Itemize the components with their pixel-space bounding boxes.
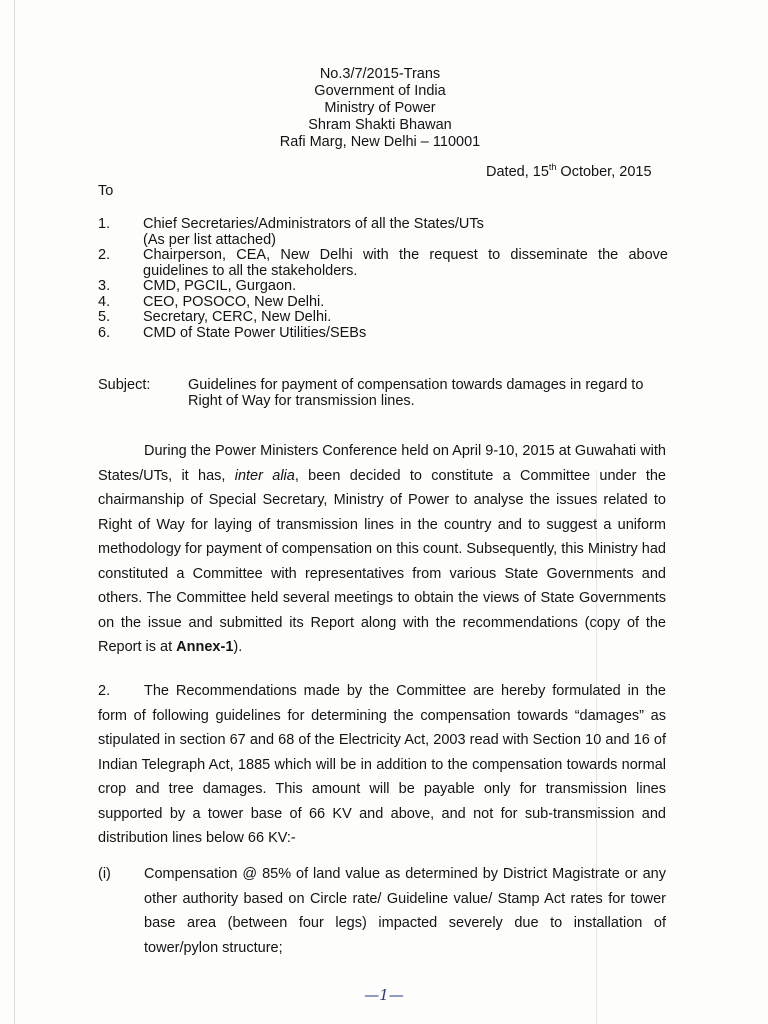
date-prefix: Dated, 15 bbox=[486, 164, 549, 180]
list-item bbox=[98, 310, 668, 326]
page-number: —1— bbox=[364, 986, 404, 1004]
recipient-note: (As per list attached) bbox=[143, 231, 276, 248]
list-item-number: 6. bbox=[98, 324, 111, 341]
list-item-number: 2. bbox=[98, 247, 111, 263]
sub-clause-i bbox=[98, 862, 666, 960]
to-label: To bbox=[98, 183, 114, 199]
list-item-text: Secretary, CERC, New Delhi. bbox=[143, 309, 332, 325]
paragraph-2-text: The Recommendations made by the Committee are hereby formulated in the form of following guidelines for determining the compensation towards “damages” as stipulated in section 67 and 68 of the Electricity Act, 2003 read with Section 10 and 16 of Indian Telegraph Act, 1885 which will be in addition to the compensation towards normal crop and tree damages. This amount will be payable only for transmission lines supported by a tower base of 66 KV and above, and not for sub-transmission and distribution lines below 66 KV:- bbox=[98, 683, 666, 846]
recipient-line: Chief Secretaries/Administrators of all the States/UTs bbox=[143, 216, 484, 232]
list-item-text: Chairperson, CEA, New Delhi with the request to disseminate the above guidelines to all the stakeholders. bbox=[143, 247, 668, 279]
government-name: Government of India bbox=[314, 83, 446, 99]
list-item-number: 3. bbox=[98, 278, 111, 294]
list-item-text: CMD of State Power Utilities/SEBs bbox=[143, 324, 367, 341]
paragraph-1-text-a: During the Power Ministers Conference held on April 9-10, 2015 at Guwahati with States/UTs, it has, bbox=[98, 443, 666, 484]
office-address: Rafi Marg, New Delhi – 110001 bbox=[279, 134, 481, 150]
list-item-text bbox=[143, 217, 668, 248]
list-item bbox=[98, 279, 668, 295]
paragraph-2 bbox=[98, 679, 666, 851]
date-month-year: October, 2015 bbox=[556, 164, 652, 180]
sub-clause-number: (i) bbox=[98, 866, 111, 882]
list-item-number: 5. bbox=[98, 309, 111, 325]
subject-text: Guidelines for payment of compensation towards damages in regard to Right of Way for transmission lines. bbox=[188, 377, 644, 409]
recipient-list bbox=[98, 217, 668, 341]
ministry-name: Ministry of Power bbox=[324, 100, 436, 116]
list-item bbox=[98, 217, 668, 248]
letter-date bbox=[486, 164, 652, 180]
paragraph-1-text-b: , been decided to constitute a Committee under the chairmanship of Special Secretary, Ministry of Power to analyse the issues related to Right of Way for laying of transmission lines in the country and to suggest a uniform methodology for payment of compensation on this count. Subsequently, this Ministry had constituted a Committee with representatives from various State Governments and others. The Committee held several meetings to obtain the views of State Governments on the issue and submitted its Report along with the recommendations (copy of the Report is at bbox=[98, 467, 666, 655]
list-item-text: CEO, POSOCO, New Delhi. bbox=[143, 293, 325, 310]
paragraph-2-number: 2. bbox=[98, 683, 111, 699]
list-item-text: CMD, PGCIL, Gurgaon. bbox=[143, 278, 297, 294]
paragraph-1 bbox=[98, 439, 666, 660]
list-item bbox=[98, 326, 668, 342]
paragraph-1-text-c: ). bbox=[233, 639, 243, 655]
annex-reference: Annex-1 bbox=[176, 639, 234, 655]
list-item bbox=[98, 295, 668, 311]
scan-edge-line bbox=[14, 0, 15, 1024]
file-number: No.3/7/2015-Trans bbox=[319, 66, 441, 82]
list-item-number: 1. bbox=[98, 216, 111, 232]
letter-header bbox=[200, 66, 560, 151]
paragraph-1-italic: inter alia bbox=[234, 467, 295, 484]
list-item-number: 4. bbox=[98, 293, 111, 310]
subject-label: Subject: bbox=[98, 377, 151, 393]
building-name: Shram Shakti Bhawan bbox=[308, 117, 452, 133]
subject-line bbox=[98, 377, 668, 409]
sub-clause-text: Compensation @ 85% of land value as determined by District Magistrate or any other authority based on Circle rate/ Guideline value/ Stamp Act rates for tower base area (between four legs) impacted severely due to installation of tower/pylon structure; bbox=[144, 866, 666, 956]
list-item bbox=[98, 248, 668, 279]
date-suffix-sup: th bbox=[548, 162, 557, 172]
